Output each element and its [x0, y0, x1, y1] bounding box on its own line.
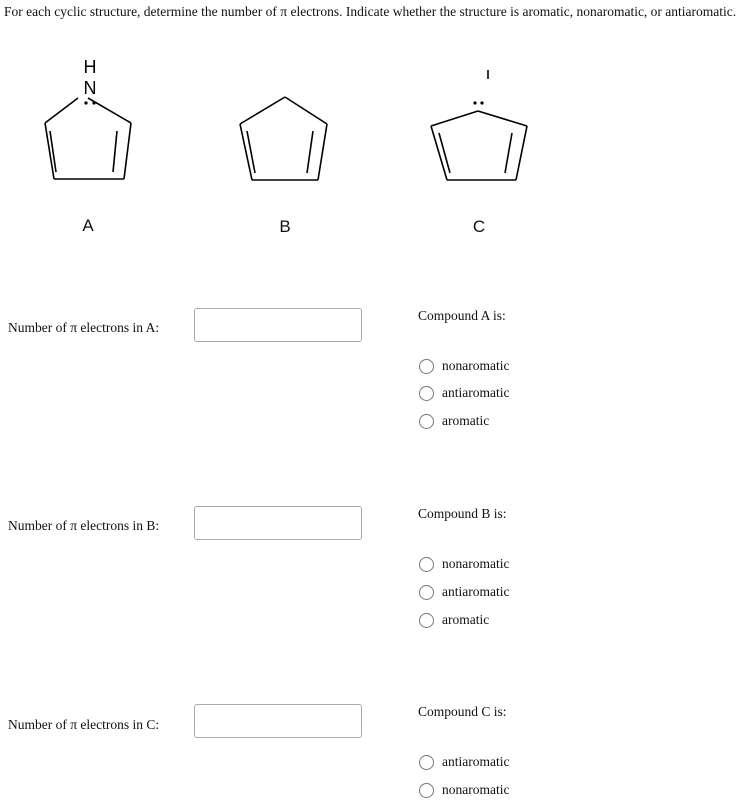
lone-pair-dot	[92, 101, 95, 104]
radio-button[interactable]	[419, 755, 434, 770]
option-label: antiaromatic	[442, 754, 510, 769]
option-label: aromatic	[442, 612, 490, 627]
structure-a-n-atom: N	[83, 78, 97, 98]
radio-button[interactable]	[419, 613, 434, 628]
compound-c-option[interactable]	[419, 753, 509, 771]
compound-a-option[interactable]	[419, 357, 509, 375]
structure-a-label: A	[82, 216, 94, 235]
pi-electrons-b-label: Number of π electrons in B:	[8, 518, 160, 533]
option-label: nonaromatic	[442, 556, 510, 571]
structure-c-label: C	[472, 217, 486, 236]
structures-figure	[0, 40, 743, 250]
lone-pair-dot	[480, 101, 483, 104]
pi-electrons-a-input[interactable]	[194, 308, 362, 342]
pi-electrons-b-input[interactable]	[194, 506, 362, 540]
question-instructions: For each cyclic structure, determine the number of π electrons. Indicate whether the structure is aromatic, nonaromatic, or antiaromatic.	[4, 4, 737, 19]
option-label: antiaromatic	[442, 584, 510, 599]
option-label: nonaromatic	[442, 358, 510, 373]
compound-a-option[interactable]	[419, 384, 509, 402]
radio-button[interactable]	[419, 386, 434, 401]
compound-b-option[interactable]	[419, 555, 509, 573]
compound-b-option[interactable]	[419, 583, 509, 601]
radio-button[interactable]	[419, 585, 434, 600]
lone-pair-dot	[473, 101, 476, 104]
compound-b-option[interactable]	[419, 611, 489, 629]
radio-button[interactable]	[419, 359, 434, 374]
pi-electrons-a-label: Number of π electrons in A:	[8, 320, 160, 335]
compound-c-option[interactable]	[419, 781, 509, 799]
option-label: aromatic	[442, 413, 490, 428]
option-label: nonaromatic	[442, 782, 510, 797]
structure-a-h-atom: H	[83, 57, 97, 77]
radio-button[interactable]	[419, 557, 434, 572]
pi-electrons-c-label: Number of π electrons in C:	[8, 717, 160, 732]
compound-b-title: Compound B is:	[418, 506, 507, 521]
radio-button[interactable]	[419, 783, 434, 798]
pi-electrons-c-input[interactable]	[194, 704, 362, 738]
structure-b-cyclopentadiene	[240, 97, 327, 180]
lone-pair-dot	[84, 101, 87, 104]
structure-b-label: B	[279, 217, 291, 236]
compound-a-option[interactable]	[419, 412, 489, 430]
compound-c-title: Compound C is:	[418, 704, 507, 719]
structure-c-cyclopentadienyl-anion	[431, 111, 527, 180]
structure-a-pyrrole	[45, 98, 131, 179]
compound-a-title: Compound A is:	[418, 308, 506, 323]
radio-button[interactable]	[419, 414, 434, 429]
option-label: antiaromatic	[442, 385, 510, 400]
